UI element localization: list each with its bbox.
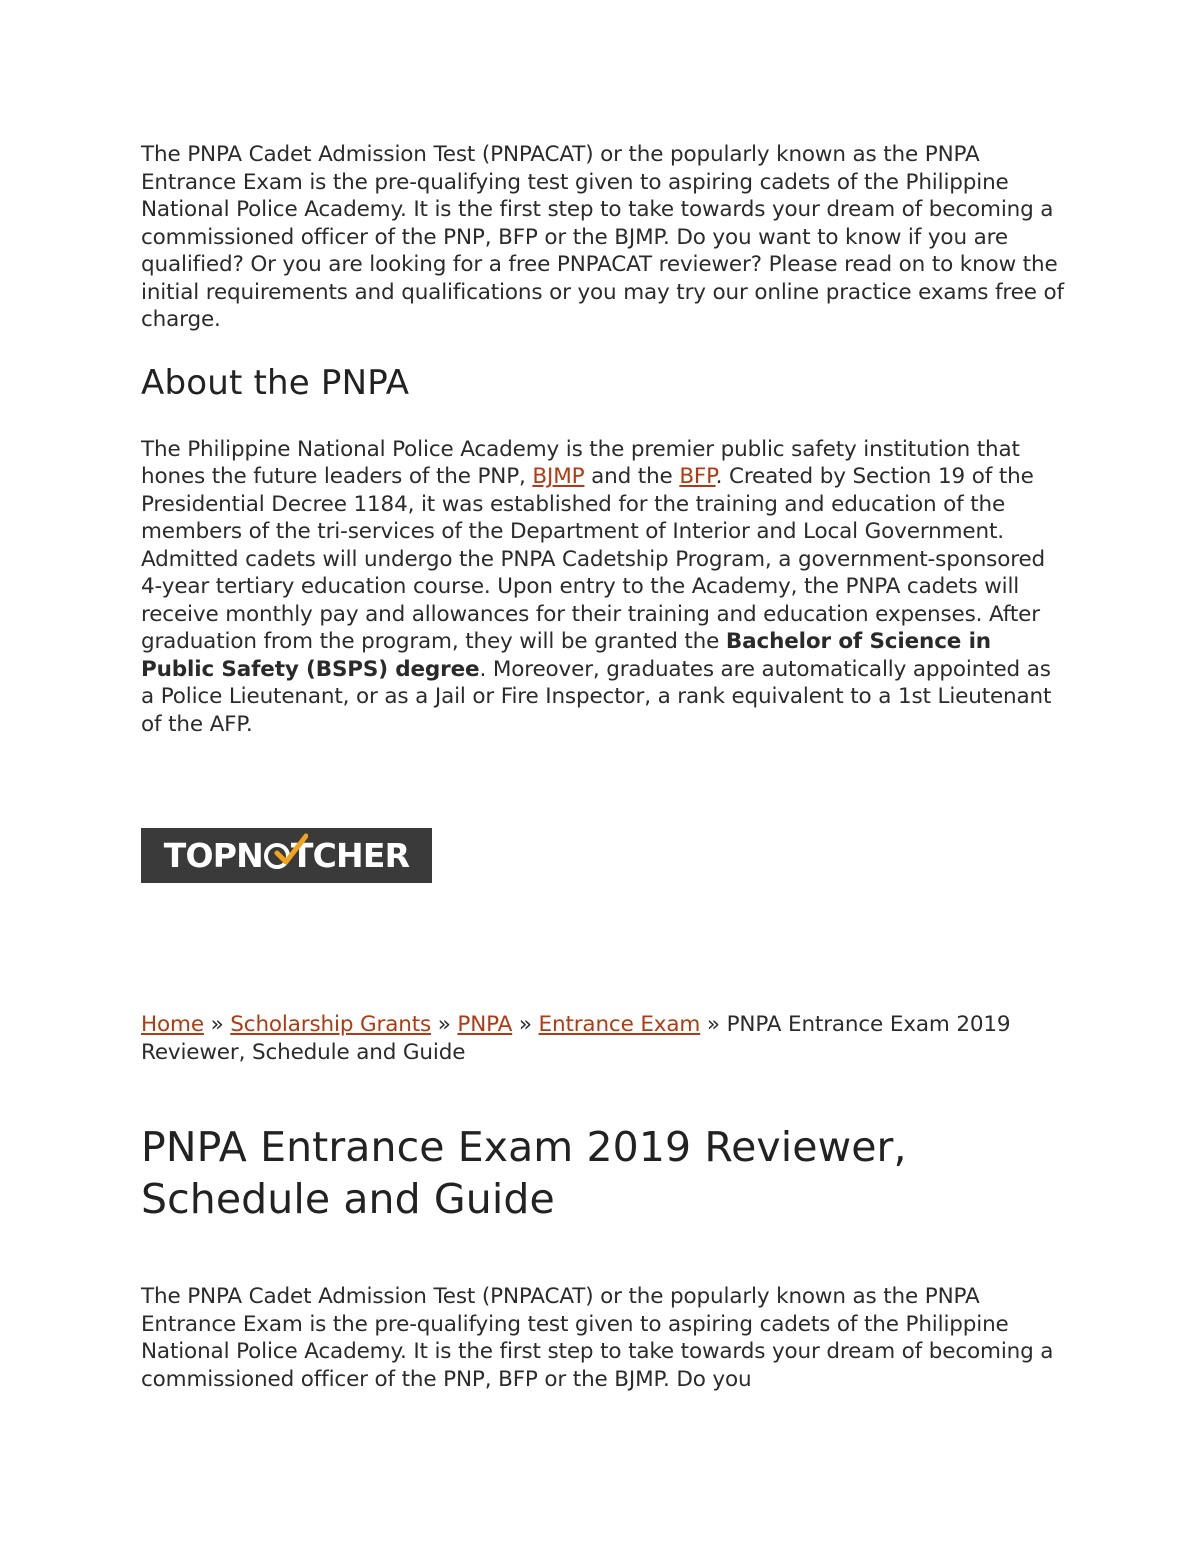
breadcrumb-separator: » [203, 1012, 231, 1037]
intro-paragraph: The PNPA Cadet Admission Test (PNPACAT) or the popularly known as the PNPA Entrance Exam is the pre-qualifying test given to aspiring cadets of the Philippine National Police Academy. It is the first step to take towards your dream of becoming a commissioned officer of the PNP, BFP or the BJMP. Do you want to know if you are qualified? Or you are looking for a free PNPACAT reviewer? Please read on to know the initial requirements and qualifications or you may try our online practice exams free of charge. [141, 142, 1064, 332]
breadcrumb-home-link[interactable]: Home [141, 1012, 204, 1037]
about-text-b: and the [584, 464, 680, 489]
checkmark-icon [274, 833, 308, 867]
logo-o-icon [264, 843, 290, 869]
breadcrumb-current: PNPA Entrance Exam 2019 Reviewer, Schedule and Guide [141, 1012, 1011, 1065]
article-title: PNPA Entrance Exam 2019 Reviewer, Schedule and Guide [141, 1123, 907, 1223]
logo-text-part2: TCHER [290, 836, 410, 875]
bfp-link[interactable]: BFP [679, 464, 716, 489]
about-paragraph-1 [141, 436, 1066, 546]
logo-wordmark [164, 828, 409, 883]
bjmp-link[interactable]: BJMP [532, 464, 585, 489]
breadcrumb-pnpa-link[interactable]: PNPA [457, 1012, 513, 1037]
breadcrumb-separator: » [700, 1012, 727, 1037]
cadetship-text-a: Admitted cadets will undergo the PNPA Cadetship Program, a government-sponsored 4-year tertiary education course. Upon entry to the Academy, the PNPA cadets will receive monthly pay and allowances for their training and education expenses. After graduation from the program, they will be granted the [141, 546, 1046, 654]
about-text-a: The Philippine National Police Academy is the premier public safety institution that hones the future leaders of the PNP, [141, 436, 1020, 489]
document-page [141, 141, 1066, 1393]
topnotcher-logo [141, 828, 432, 883]
breadcrumb-separator: » [512, 1012, 539, 1037]
cadetship-text-c: . Moreover, graduates are automatically appointed as a Police Lieutenant, or as a Jail or Fire Inspector, a rank equivalent to a 1st Lieutenant of the AFP. [141, 656, 1052, 737]
about-paragraph-2 [141, 546, 1066, 739]
breadcrumb [141, 1011, 1066, 1066]
breadcrumb-entrance-exam-link[interactable]: Entrance Exam [538, 1012, 701, 1037]
about-text-c: . Created by Section 19 of the Presidential Decree 1184, it was established for the training and education of the members of the tri-services of the Department of Interior and Local Government. [141, 464, 1034, 544]
bsps-degree-text: Bachelor of Science in Public Safety (BSPS) degree [141, 629, 991, 682]
about-heading: About the PNPA [141, 362, 410, 403]
logo-text-part1: TOPN [163, 836, 263, 875]
breadcrumb-separator: » [431, 1012, 458, 1037]
article-intro-paragraph: The PNPA Cadet Admission Test (PNPACAT) or the popularly known as the PNPA Entrance Exam is the pre-qualifying test given to aspiring cadets of the Philippine National Police Academy. It is the first step to take towards your dream of becoming a commissioned officer of the PNP, BFP or the BJMP. Do you [141, 1284, 1054, 1392]
breadcrumb-scholarship-link[interactable]: Scholarship Grants [230, 1012, 432, 1037]
